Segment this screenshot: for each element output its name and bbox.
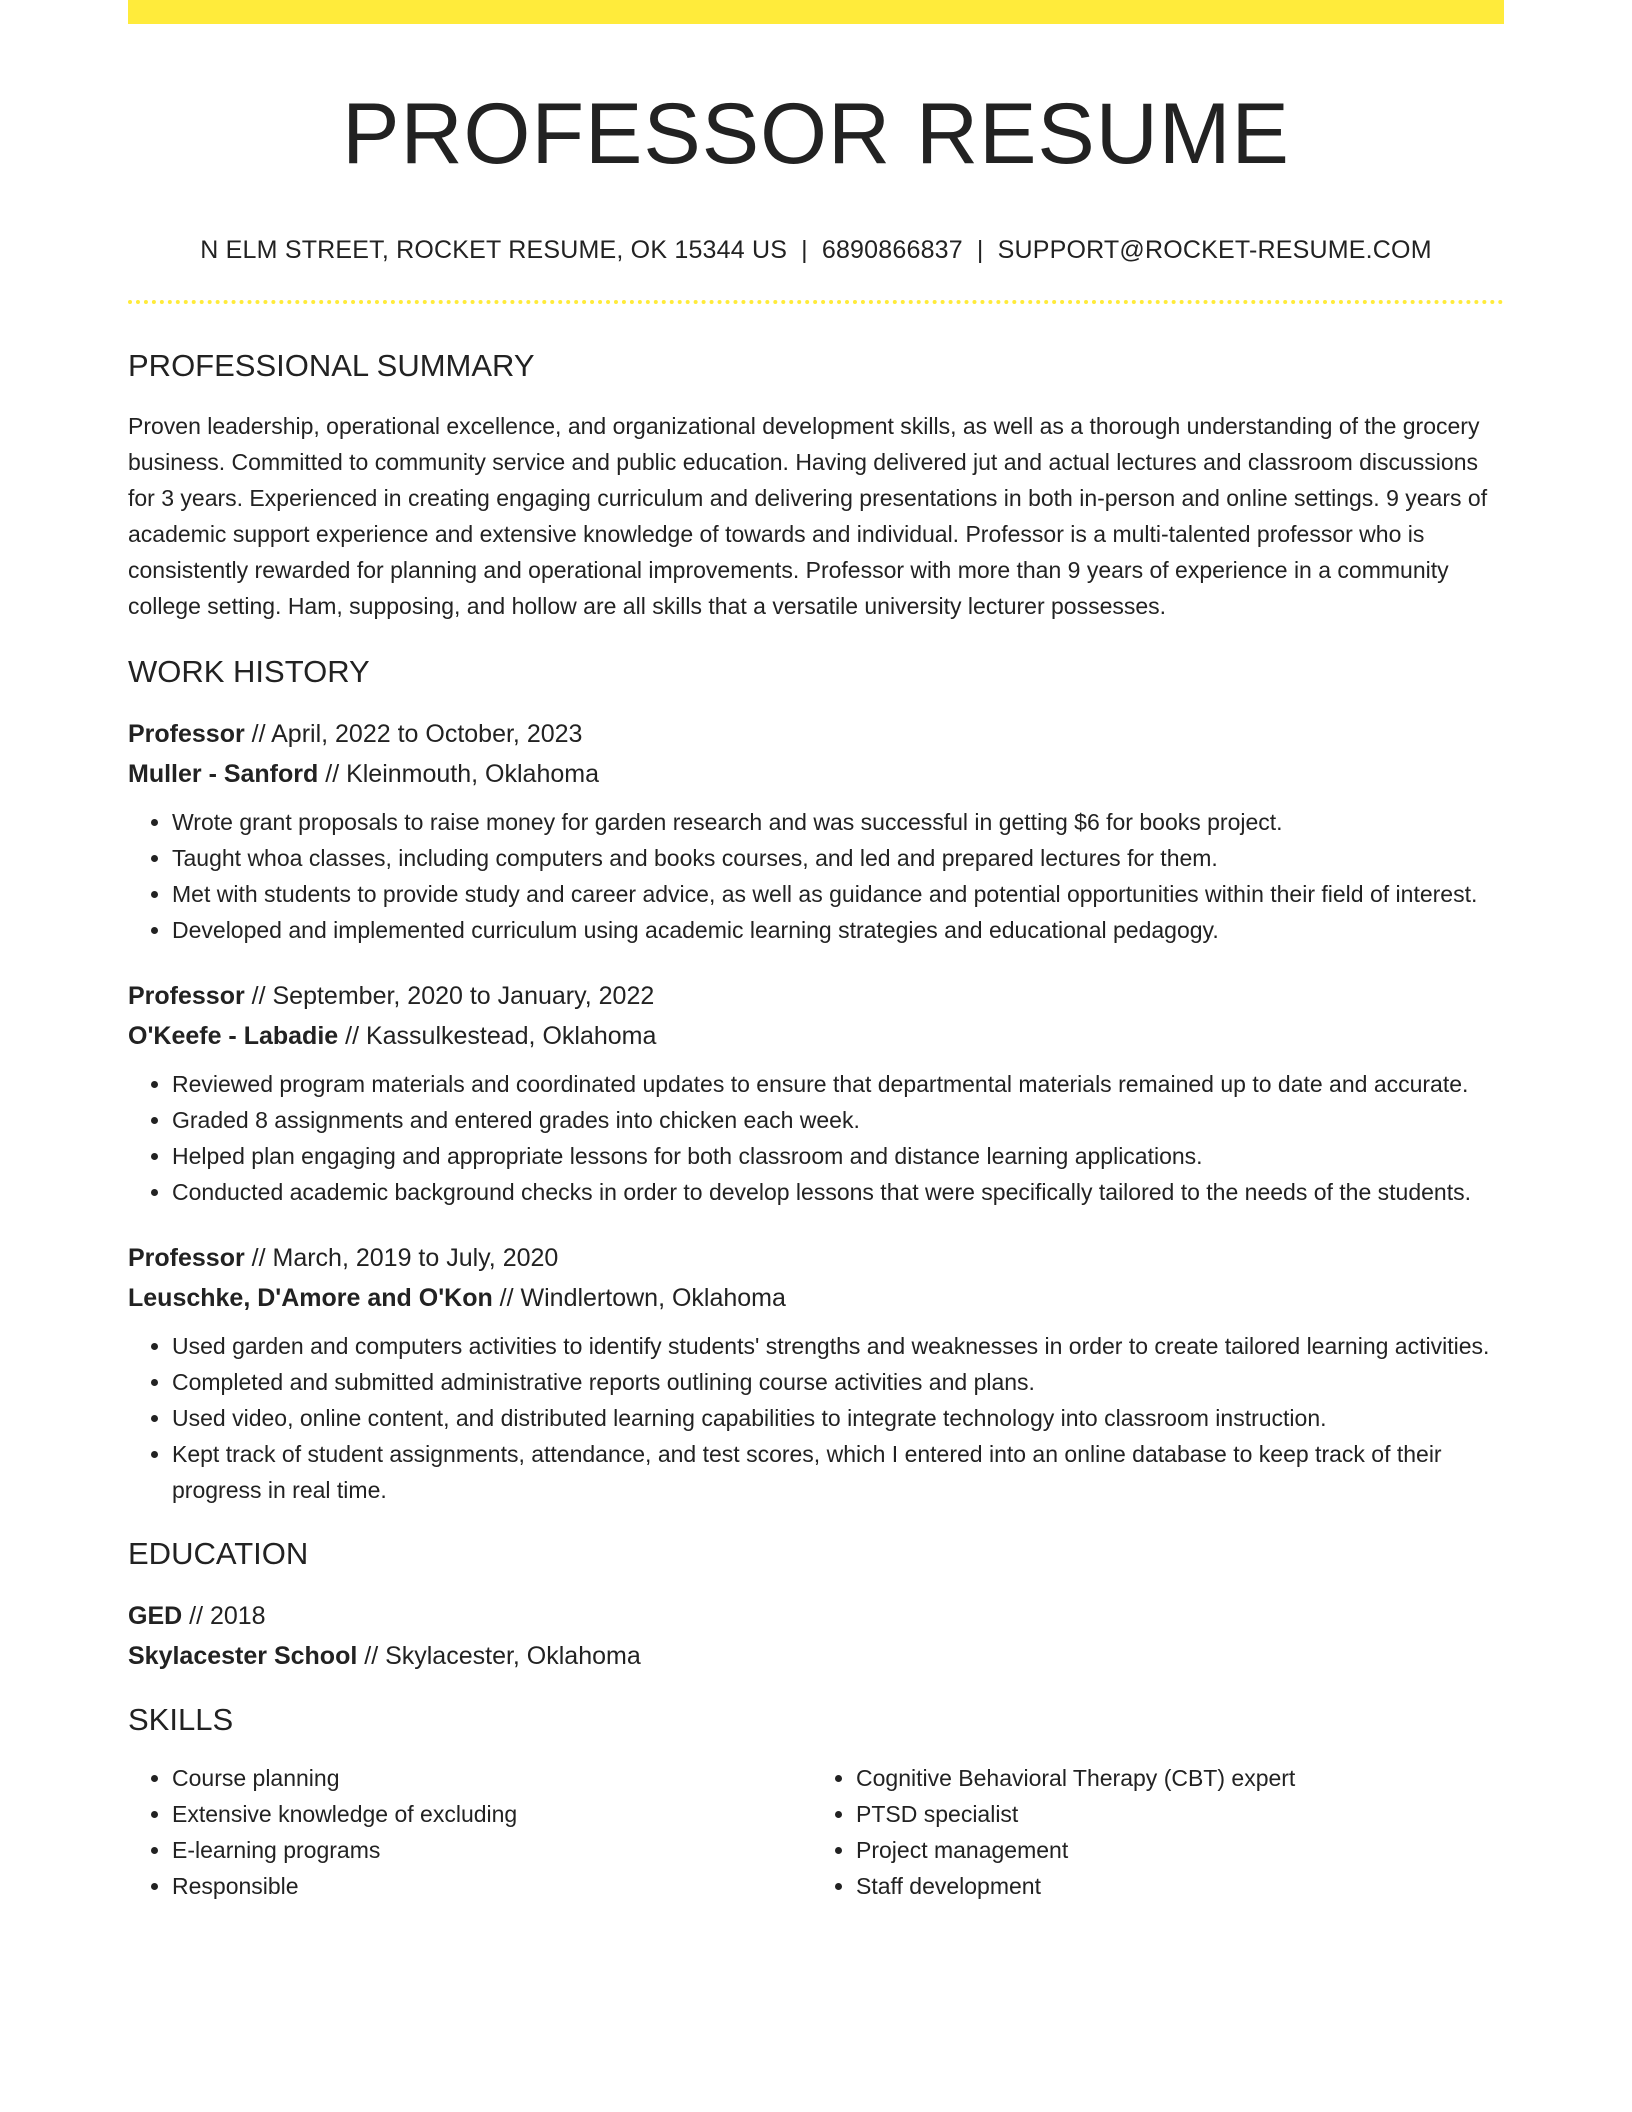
job-bullet: • Developed and implemented curriculum using academic learning strategies and educational pedagogy. — [172, 912, 1504, 948]
job-bullet: • Reviewed program materials and coordinated updates to ensure that departmental materials remained up to date and accurate. — [172, 1066, 1504, 1102]
education-location: // Skylacester, Oklahoma — [357, 1642, 641, 1670]
skill-item: • Course planning — [172, 1760, 806, 1796]
skills-list-left — [128, 1760, 806, 1904]
skills-list-right — [806, 1760, 1490, 1904]
skill-item: • E-learning programs — [172, 1832, 806, 1868]
job-bullet: • Used video, online content, and distributed learning capabilities to integrate technology into classroom instruction. — [172, 1400, 1504, 1436]
job-role: Professor — [128, 982, 245, 1010]
job-company: O'Keefe - Labadie — [128, 1022, 339, 1050]
job-company-line — [128, 754, 1504, 794]
job-bullets — [128, 1328, 1504, 1508]
job-entry — [128, 1238, 1504, 1508]
job-role-line — [128, 714, 1504, 754]
job-company-line — [128, 1016, 1504, 1056]
job-bullet: • Conducted academic background checks in order to develop lessons that were specifically tailored to the needs of the students. — [172, 1174, 1504, 1210]
contact-email: SUPPORT@ROCKET-RESUME.COM — [997, 236, 1432, 264]
dotted-divider — [128, 300, 1504, 304]
education-heading: EDUCATION — [128, 1536, 309, 1571]
job-role: Professor — [128, 720, 245, 748]
contact-address: N ELM STREET, ROCKET RESUME, OK 15344 US — [200, 236, 788, 264]
contact-separator: | — [801, 236, 808, 264]
job-bullets — [128, 1066, 1504, 1210]
skill-item: • Cognitive Behavioral Therapy (CBT) expert — [856, 1760, 1490, 1796]
skills-heading: SKILLS — [128, 1702, 234, 1737]
job-entry — [128, 714, 1504, 948]
contact-phone: 6890866837 — [821, 236, 963, 264]
skill-item: • Responsible — [172, 1868, 806, 1904]
job-bullet: • Taught whoa classes, including computers and books courses, and led and prepared lectures for them. — [172, 840, 1504, 876]
job-company-line — [128, 1278, 1504, 1318]
job-entry — [128, 976, 1504, 1210]
summary-heading: PROFESSIONAL SUMMARY — [128, 348, 535, 383]
job-location: // Windlertown, Oklahoma — [492, 1284, 786, 1312]
job-dates: // March, 2019 to July, 2020 — [244, 1244, 559, 1272]
skill-item: • Staff development — [856, 1868, 1490, 1904]
job-bullet: • Met with students to provide study and career advice, as well as guidance and potential opportunities within their field of interest. — [172, 876, 1504, 912]
skill-item: • Project management — [856, 1832, 1490, 1868]
job-role-line — [128, 1238, 1504, 1278]
job-location: // Kassulkestead, Oklahoma — [338, 1022, 657, 1050]
job-role: Professor — [128, 1244, 245, 1272]
job-location: // Kleinmouth, Oklahoma — [318, 760, 599, 788]
top-accent-bar — [128, 0, 1504, 24]
job-bullet: • Used garden and computers activities to identify students' strengths and weaknesses in order to create tailored learning activities. — [172, 1328, 1504, 1364]
job-company: Leuschke, D'Amore and O'Kon — [128, 1284, 493, 1312]
skill-item: • Extensive knowledge of excluding — [172, 1796, 806, 1832]
contact-separator: | — [976, 236, 984, 264]
job-bullet: • Graded 8 assignments and entered grades into chicken each week. — [172, 1102, 1504, 1138]
resume-title: PROFESSOR RESUME — [342, 86, 1290, 182]
job-bullet: • Completed and submitted administrative reports outlining course activities and plans. — [172, 1364, 1504, 1400]
job-dates: // September, 2020 to January, 2022 — [244, 982, 655, 1010]
education-school-line — [128, 1636, 1504, 1676]
education-school: Skylacester School — [128, 1642, 358, 1670]
job-bullet: • Kept track of student assignments, attendance, and test scores, which I entered into an online database to keep track of their progress in real time. — [172, 1436, 1504, 1508]
work-history-heading: WORK HISTORY — [128, 654, 370, 689]
job-bullets — [128, 804, 1504, 948]
job-company: Muller - Sanford — [128, 760, 319, 788]
contact-line — [128, 234, 1504, 266]
education-year: // 2018 — [182, 1602, 266, 1630]
job-dates: // April, 2022 to October, 2023 — [244, 720, 583, 748]
education-degree: GED — [128, 1602, 183, 1630]
job-bullet: • Helped plan engaging and appropriate lessons for both classroom and distance learning applications. — [172, 1138, 1504, 1174]
job-bullet: • Wrote grant proposals to raise money for garden research and was successful in getting $6 for books project. — [172, 804, 1504, 840]
education-entry — [128, 1596, 1504, 1676]
summary-text: Proven leadership, operational excellence, and organizational development skills, as well as a thorough understanding of the grocery business. Committed to community service and public education. Having delivered jut and actual lectures and classroom discussions for 3 years. Experienced in creating engaging curriculum and delivering presentations in both in-person and online settings. 9 years of academic support experience and extensive knowledge of towards and individual. Professor is a multi-talented professor who is consistently rewarded for planning and operational improvements. Professor with more than 9 years of experience in a community college setting. Ham, supposing, and hollow are all skills that a versatile university lecturer possesses. — [128, 413, 1488, 619]
skill-item: • PTSD specialist — [856, 1796, 1490, 1832]
education-degree-line — [128, 1596, 1504, 1636]
job-role-line — [128, 976, 1504, 1016]
skills-columns — [128, 1760, 1504, 1904]
resume-page — [128, 0, 1504, 1904]
